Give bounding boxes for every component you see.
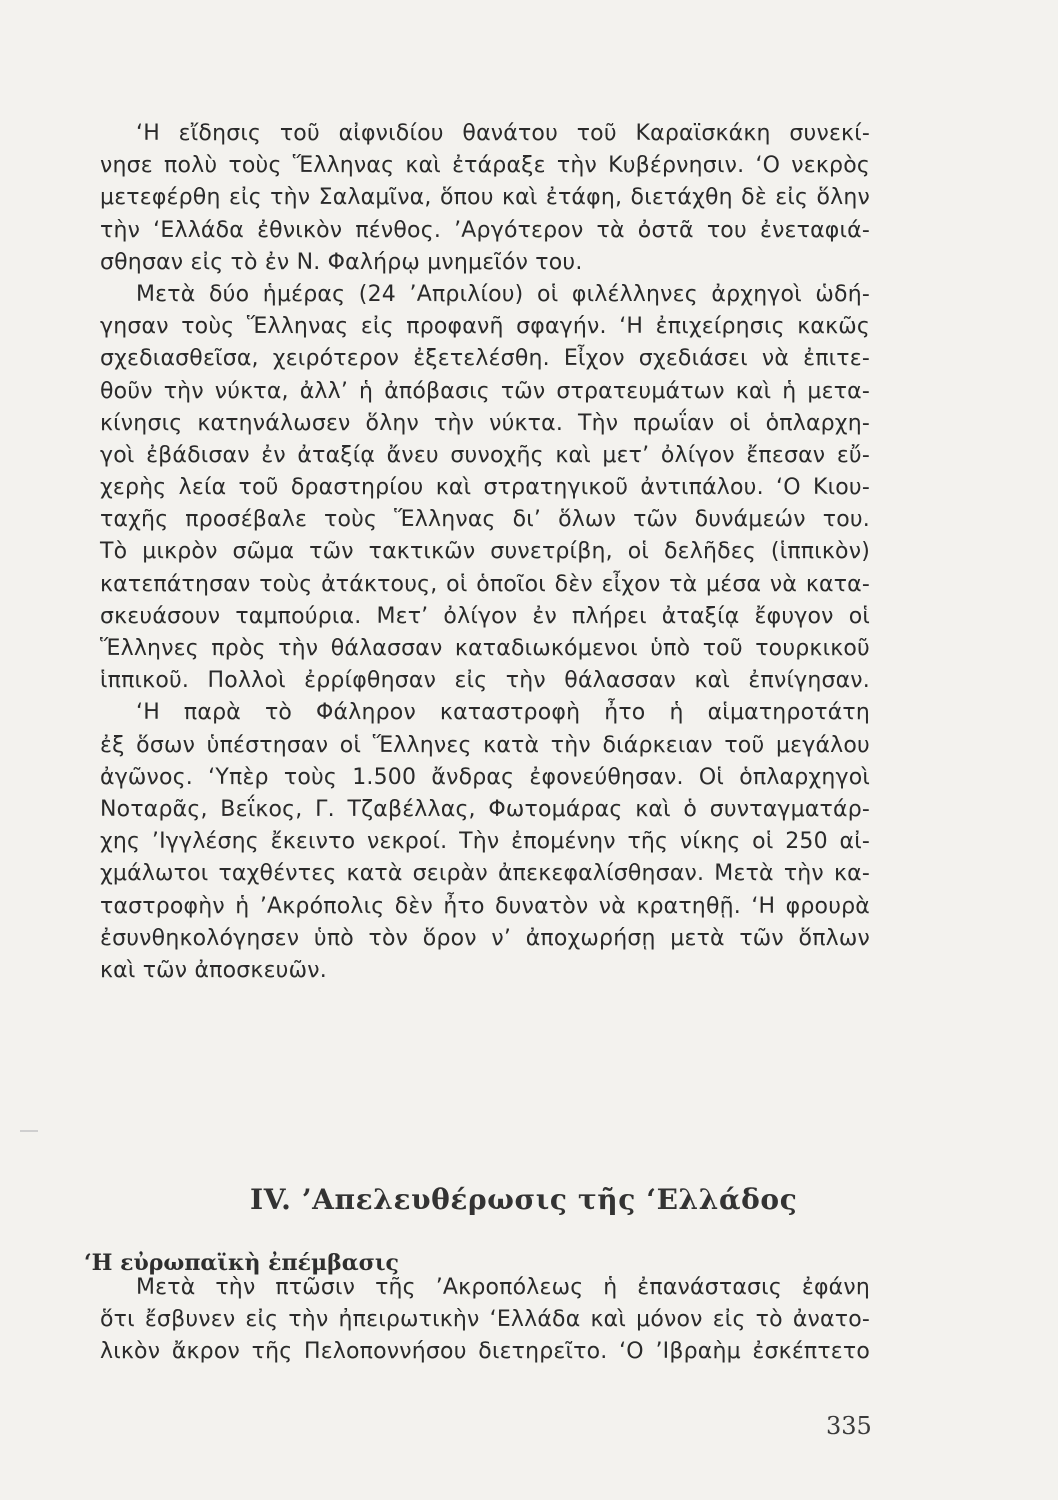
text-line: ἀγῶνος. ‘Υπὲρ τοὺς 1.500 ἄνδρας ἐφονεύθησαν. Οἱ ὁπλαρχηγοὶ [100, 764, 870, 790]
chapter-title: IV. ’Απελευθέρωσις τῆς ‘Ελλάδος [250, 1183, 798, 1217]
text-line: σχεδιασθεῖσα, χειρότερον ἐξετελέσθη. Εἶχον σχεδιάσει νὰ ἐπιτε- [100, 346, 870, 372]
text-line: σκευάσουν ταμπούρια. Μετ’ ὀλίγον ἐν πλήρει ἀταξίᾳ ἔφυγον οἱ [100, 603, 870, 629]
text-line: κατεπάτησαν τοὺς ἀτάκτους, οἱ ὁποῖοι δὲν εἶχον τὰ μέσα νὰ κατα- [100, 571, 870, 597]
text-line: ‘Η εἴδησις τοῦ αἰφνιδίου θανάτου τοῦ Καραϊσκάκη συνεκί- [136, 121, 870, 146]
text-line: γοὶ ἐβάδισαν ἐν ἀταξίᾳ ἄνευ συνοχῆς καὶ μετ’ ὀλίγον ἔπεσαν εὔ- [100, 442, 870, 468]
text-line: θοῦν τὴν νύκτα, ἀλλ’ ἡ ἀπόβασις τῶν στρατευμάτων καὶ ἡ μετα- [100, 378, 870, 404]
text-line: λικὸν ἄκρον τῆς Πελοποννήσου διετηρεῖτο. ‘Ο ’Ιβραὴμ ἐσκέπτετο [100, 1339, 870, 1365]
text-line: χμάλωτοι ταχθέντες κατὰ σειρὰν ἀπεκεφαλίσθησαν. Μετὰ τὴν κα- [100, 861, 870, 887]
text-line: ἱππικοῦ. Πολλοὶ ἐρρίφθησαν εἰς τὴν θάλασσαν καὶ ἐπνίγησαν. [100, 668, 870, 694]
text-line: Νοταρᾶς, Βεΐκος, Γ. Τζαβέλλας, Φωτομάρας καὶ ὁ συνταγματάρ- [100, 796, 870, 822]
paragraph-3 [100, 697, 870, 987]
text-line: τὴν ‘Ελλάδα ἐθνικὸν πένθος. ’Αργότερον τὰ ὀστᾶ του ἐνεταφιά- [100, 217, 870, 243]
paragraph-1 [100, 118, 870, 279]
text-line: ‘Η παρὰ τὸ Φάληρον καταστροφὴ ἦτο ἡ αἱματηροτάτη [136, 700, 870, 726]
text-line: ταχῆς προσέβαλε τοὺς Ἕλληνας δι’ ὅλων τῶν δυνάμεών του. [100, 507, 870, 533]
text-line: καὶ τῶν ἀποσκευῶν. [100, 957, 327, 983]
text-line: μετεφέρθη εἰς τὴν Σαλαμῖνα, ὅπου καὶ ἐτάφη, διετάχθη δὲ εἰς ὅλην [100, 185, 870, 211]
text-line: Μετὰ δύο ἡμέρας (24 ’Απριλίου) οἱ φιλέλληνες ἀρχηγοὶ ὡδή- [136, 281, 870, 307]
text-line: ἐξ ὅσων ὑπέστησαν οἱ Ἕλληνες κατὰ τὴν διάρκειαν τοῦ μεγάλου [100, 732, 870, 758]
text-line: χερὴς λεία τοῦ δραστηρίου καὶ στρατηγικοῦ ἀντιπάλου. ‘Ο Κιου- [100, 475, 870, 501]
main-text-bottom [100, 1272, 870, 1369]
margin-mark [20, 1130, 38, 1132]
text-line: Μετὰ τὴν πτῶσιν τῆς ’Ακροπόλεως ἡ ἐπανάστασις ἐφάνη [136, 1275, 870, 1300]
text-line: ταστροφὴν ἡ ’Ακρόπολις δὲν ἦτο δυνατὸν νὰ κρατηθῇ. ‘Η φρουρὰ [100, 893, 870, 919]
section-heading: ‘Η εὐρωπαϊκὴ ἐπέμβασις [84, 1250, 399, 1276]
page-number: 335 [826, 1412, 872, 1440]
text-line: κίνησις κατηνάλωσεν ὅλην τὴν νύκτα. Τὴν πρωΐαν οἱ ὁπλαρχη- [100, 410, 870, 436]
text-line: Τὸ μικρὸν σῶμα τῶν τακτικῶν συνετρίβη, οἱ δελῆδες (ἱππικὸν) [100, 539, 870, 565]
text-line: σθησαν εἰς τὸ ἐν Ν. Φαλήρῳ μνημεῖόν του. [100, 249, 583, 275]
main-text-top [100, 118, 870, 987]
paragraph-2 [100, 279, 870, 697]
text-line: Ἕλληνες πρὸς τὴν θάλασσαν καταδιωκόμενοι ὑπὸ τοῦ τουρκικοῦ [100, 636, 870, 661]
text-line: νησε πολὺ τοὺς Ἕλληνας καὶ ἐτάραξε τὴν Κυβέρνησιν. ‘Ο νεκρὸς [100, 153, 870, 179]
paragraph-4 [100, 1272, 870, 1369]
text-line: ἐσυνθηκολόγησεν ὑπὸ τὸν ὅρον ν’ ἀποχωρήσῃ μετὰ τῶν ὅπλων [100, 925, 870, 951]
text-line: γησαν τοὺς Ἕλληνας εἰς προφανῆ σφαγήν. ‘Η ἐπιχείρησις κακῶς [100, 314, 870, 340]
text-line: ὅτι ἔσβυνεν εἰς τὴν ἠπειρωτικὴν ‘Ελλάδα καὶ μόνον εἰς τὸ ἀνατο- [100, 1307, 870, 1333]
text-line: χης ’Ιγγλέσης ἔκειντο νεκροί. Τὴν ἐπομένην τῆς νίκης οἱ 250 αἰ- [100, 829, 870, 855]
